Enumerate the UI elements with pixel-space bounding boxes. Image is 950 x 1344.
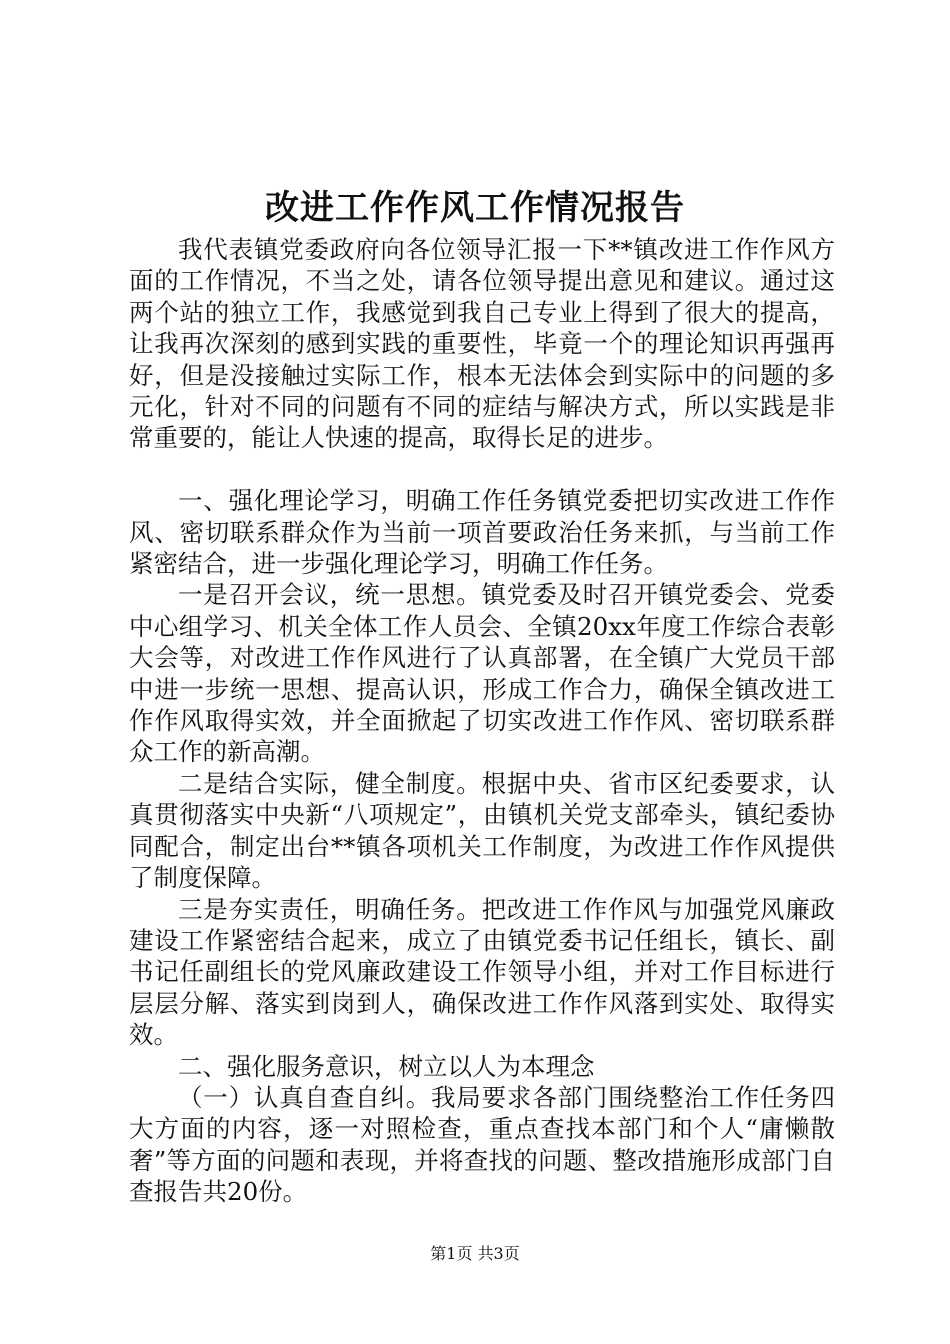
paragraph-intro: 我代表镇党委政府向各位领导汇报一下**镇改进工作作风方面的工作情况，不当之处，请各位领导提出意见和建议。通过这两个站的独立工作，我感觉到我自己专业上得到了很大的提高，让我再次深刻的感到实践的重要性，毕竟一个的理论知识再强再好，但是没接触过实际工作，根本无法体会到实际中的问题的多元化，针对不同的问题有不同的症结与解决方式，所以实践是非常重要的，能让人快速的提高，取得长足的进步。 (129, 235, 835, 453)
document-title: 改进工作作风工作情况报告 (265, 188, 685, 228)
paragraph-item-1: 一是召开会议，统一思想。镇党委及时召开镇党委会、党委中心组学习、机关全体工作人员会、全镇20xx年度工作综合表彰大会等，对改进工作作风进行了认真部署，在全镇广大党员干部中进一步统一思想、提高认识，形成工作合力，确保全镇改进工作作风取得实效，并全面掀起了切实改进工作作风、密切联系群众工作的新高潮。 (129, 580, 835, 767)
paragraph-subitem-1: （一）认真自查自纠。我局要求各部门围绕整治工作任务四大方面的内容，逐一对照检查，重点查找本部门和个人“庸懒散奢”等方面的问题和表现，并将查找的问题、整改措施形成部门自查报告共20份。 (129, 1082, 835, 1207)
document-body (129, 234, 835, 1208)
paragraph-section-1: 一、强化理论学习，明确工作任务镇党委把切实改进工作作风、密切联系群众作为当前一项首要政治任务来抓，与当前工作紧密结合，进一步强化理论学习，明确工作任务。 (129, 486, 835, 579)
paragraph-section-2: 二、强化服务意识，树立以人为本理念 (178, 1051, 595, 1081)
paragraph-spacer (129, 454, 835, 485)
paragraph-item-2: 二是结合实际，健全制度。根据中央、省市区纪委要求，认真贯彻落实中央新“八项规定”，由镇机关党支部牵头，镇纪委协同配合，制定出台**镇各项机关工作制度，为改进工作作风提供了制度保障。 (129, 768, 835, 893)
paragraph-item-3: 三是夯实责任，明确任务。把改进工作作风与加强党风廉政建设工作紧密结合起来，成立了由镇党委书记任组长，镇长、副书记任副组长的党风廉政建设工作领导小组，并对工作目标进行层层分解、落实到岗到人，确保改进工作作风落到实处、取得实效。 (129, 894, 835, 1050)
page-footer: 第1页 共3页 (430, 1244, 520, 1263)
